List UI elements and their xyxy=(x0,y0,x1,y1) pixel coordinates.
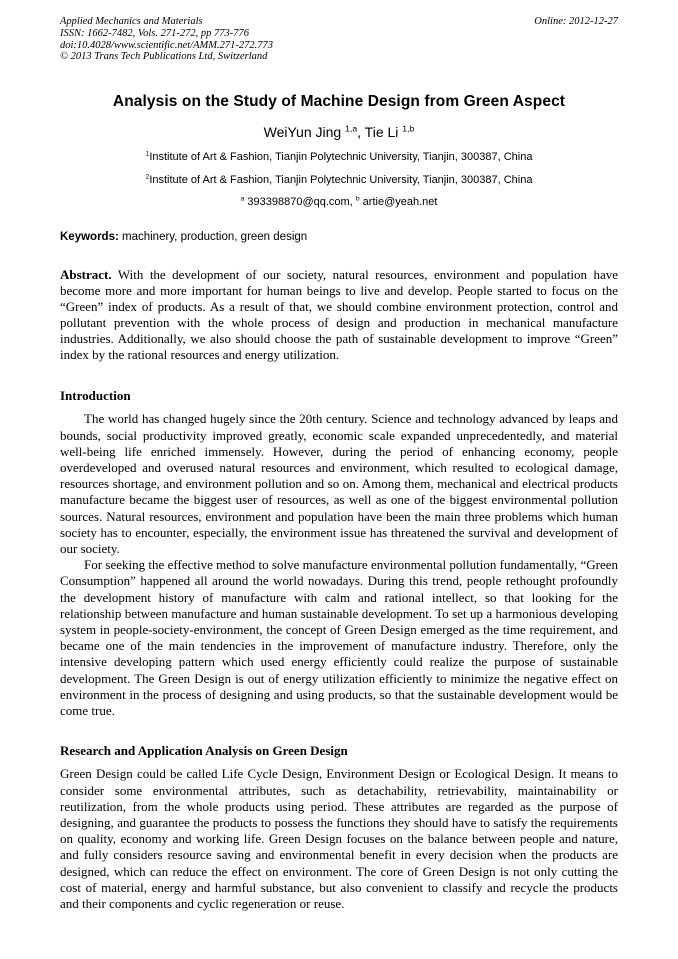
affiliation-2-text: Institute of Art & Fashion, Tianjin Polytechnic University, Tianjin, 300387, China xyxy=(149,174,533,186)
journal-name: Applied Mechanics and Materials xyxy=(60,16,203,27)
paper-title: Analysis on the Study of Machine Design from Green Aspect xyxy=(112,93,566,110)
author-2-superscript: 1,b xyxy=(402,123,415,134)
research-paragraph-1: Green Design could be called Life Cycle Design, Environment Design or Ecological Design. It means to consider some environmental attributes, such as detachability, retrievability, maintainability or reutilization, from the whole products using period. These attributes are regarded as the purpose of designing, and guarantee the products to possess the functions they should have to satisfy the requirements on quality, economy and working life. Green Design focuses on the balance between people and nature, and fully considers resource saving and environmental benefit in every decision when the products are designed, which can reduce the effect on environment. The core of Green Design is not only cutting the cost of material, energy and harmful substance, but also convenient to classify and recycle the products and their components and cyclic regeneration or reuse. xyxy=(60,766,618,911)
section-heading-introduction: Introduction xyxy=(60,388,131,404)
affiliation-1 xyxy=(60,151,618,163)
author-1-superscript: 1,a xyxy=(345,123,358,134)
author-separator: , Tie Li xyxy=(357,124,403,140)
affiliation-2 xyxy=(60,174,618,186)
emails-line xyxy=(60,196,618,208)
copyright-line: © 2013 Trans Tech Publications Ltd, Switzerland xyxy=(60,51,268,63)
issn-line: ISSN: 1662-7482, Vols. 271-272, pp 773-776 xyxy=(60,27,249,39)
abstract-paragraph xyxy=(60,267,618,362)
email-b: artie@yeah.net xyxy=(359,196,438,208)
email-b-superscript: b xyxy=(355,195,360,203)
keywords-line xyxy=(60,231,618,243)
introduction-paragraph-2: For seeking the effective method to solve manufacture environmental pollution fundamentally, “Green Consumption” happened all around the world nowadays. During this trend, people rethought profoundly the development history of manufacture with calm and rational intellect, so that looking for the relationship between manufacture and human sustainable development. To set up a harmonious developing system in people-society-environment, the concept of Green Design emerged as the time requirement, and became one of the main tendencies in the improvement of manufacture industry. Therefore, only the intensive developing pattern which used energy efficiently could realize the purpose of sustainable development. The Green Design is out of energy utilization efficiently to minimize the negative effect on environment in the process of designing and using products, so that the sustainable development would be come true. xyxy=(60,557,618,719)
affiliation-2-superscript: 2 xyxy=(145,173,150,181)
abstract-label: Abstract. xyxy=(60,267,112,282)
affiliation-1-superscript: 1 xyxy=(145,150,150,158)
journal-header xyxy=(60,16,618,63)
keywords-label: Keywords: xyxy=(60,231,119,243)
abstract-text: With the development of our society, natural resources, environment and population have become more and more important for human beings to live and develop. People started to focus on the “Green” index of products. As a result of that, we should combine environment protection, control and pollutant prevention with the whole process of design and production in mechanical manufacture industries. Additionally, we also should choose the path of sustainable development to improve “Green” index by the rational resources and energy utilization. xyxy=(60,267,618,362)
journal-header-left xyxy=(60,16,273,63)
online-date: Online: 2012-12-27 xyxy=(534,16,618,27)
keywords-text: machinery, production, green design xyxy=(118,231,308,243)
affiliation-1-text: Institute of Art & Fashion, Tianjin Polytechnic University, Tianjin, 300387, China xyxy=(149,151,533,163)
email-a-superscript: a xyxy=(240,195,245,203)
introduction-paragraph-1: The world has changed hugely since the 20th century. Science and technology advanced by leaps and bounds, social productivity improved greatly, economic scale expanded unprecedentedly, and material well-being life enriched immensely. However, during the period of enhancing economy, people overdeveloped and overused natural resources and environment, which resulted to ecological damage, resources shortage, and environment pollution and so on. Among them, mechanical and electrical products manufacture became the biggest user of resources, as well as one of the biggest environmental pollution sources. Natural resources, environment and population have been the main three problems which human society has to encounter, especially, the environment issue has threatened the survival and development of our society. xyxy=(60,411,618,557)
email-a: 393398870@qq.com, xyxy=(244,196,356,208)
section-heading-research: Research and Application Analysis on Green Design xyxy=(60,743,348,759)
doi-line: doi:10.4028/www.scientific.net/AMM.271-272.773 xyxy=(60,39,273,51)
authors-line xyxy=(60,124,618,140)
author-1-name: WeiYun Jing xyxy=(263,124,346,140)
